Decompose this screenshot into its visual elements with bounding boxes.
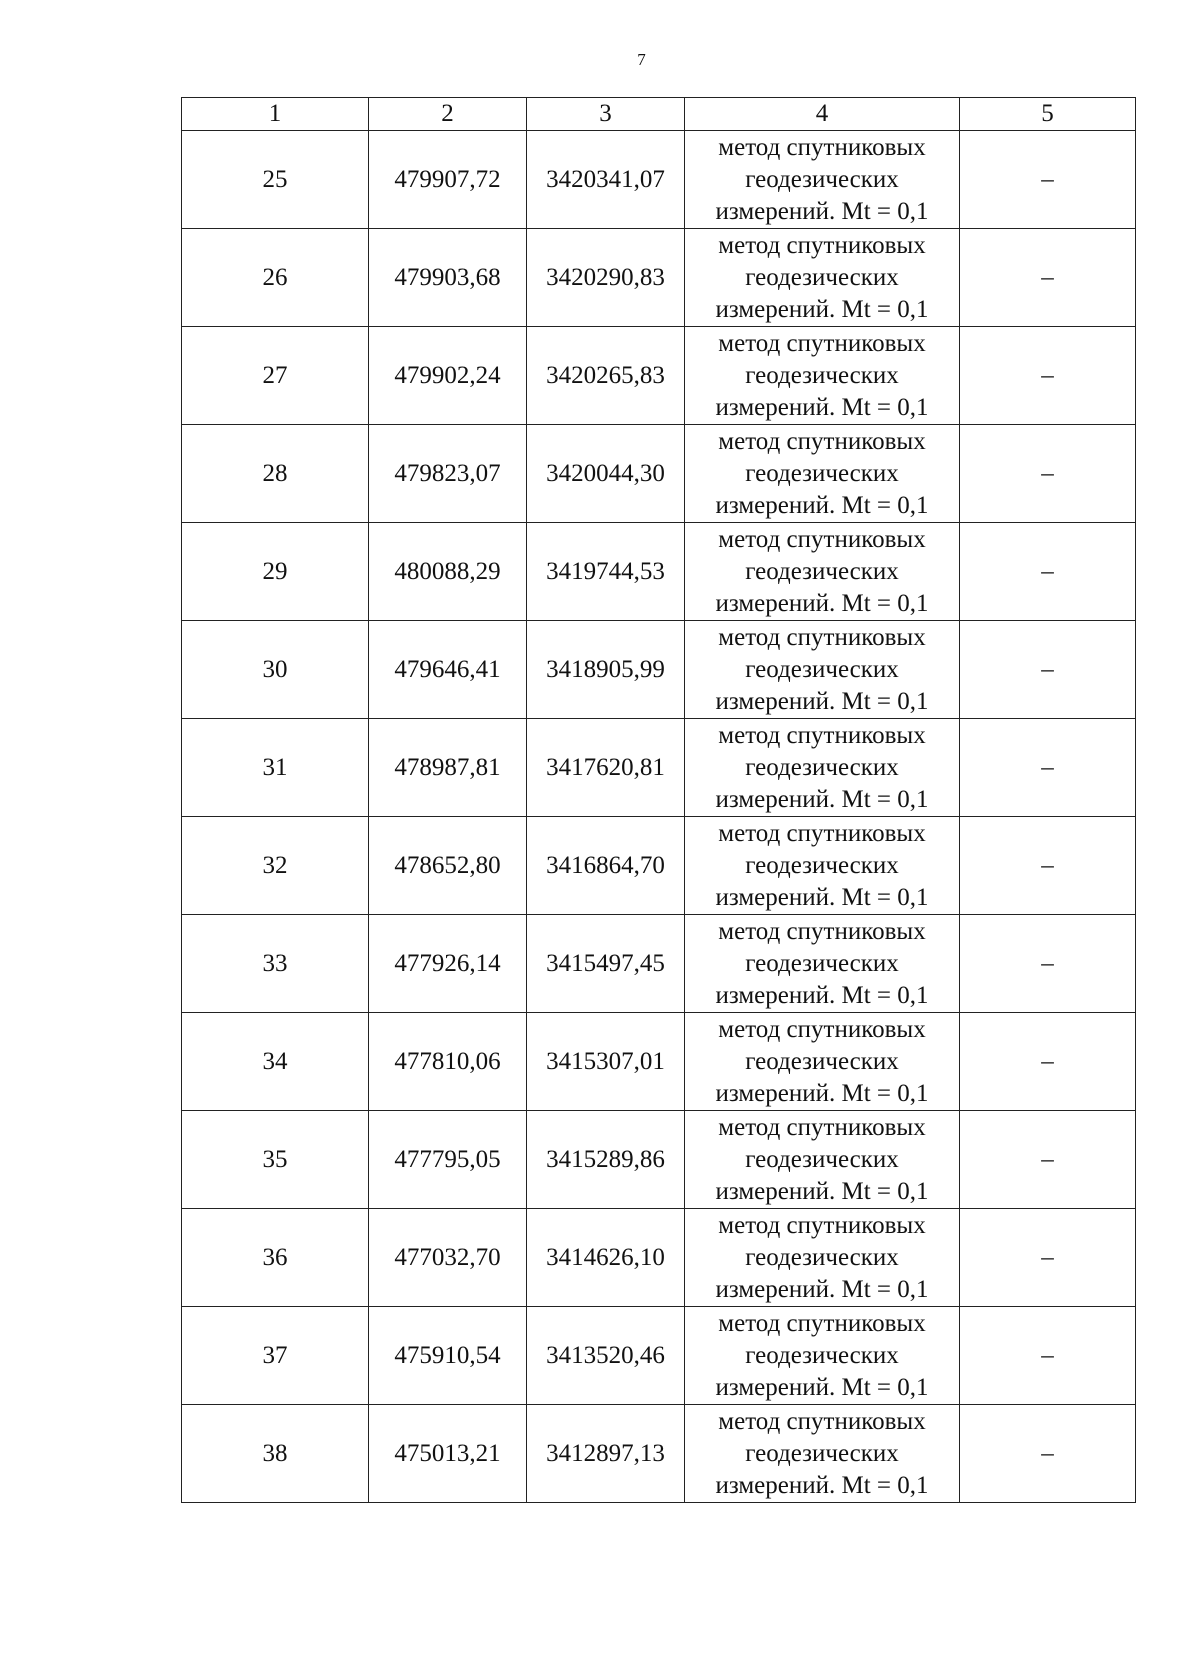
note-cell: – xyxy=(960,523,1136,621)
table-body xyxy=(182,98,1136,1503)
method-line: геодезических xyxy=(745,753,899,781)
method-line: метод спутниковых xyxy=(718,1113,926,1141)
x-coordinate-cell: 477795,05 xyxy=(369,1111,527,1209)
x-coordinate-cell: 479903,68 xyxy=(369,229,527,327)
table-row xyxy=(182,229,1136,327)
method-cell xyxy=(685,131,960,229)
method-cell xyxy=(685,817,960,915)
method-line: метод спутниковых xyxy=(718,525,926,553)
note-cell: – xyxy=(960,425,1136,523)
note-cell: – xyxy=(960,131,1136,229)
method-line: измерений. Mt = 0,1 xyxy=(715,295,929,323)
x-coordinate-cell: 479902,24 xyxy=(369,327,527,425)
method-cell xyxy=(685,327,960,425)
table-row xyxy=(182,1405,1136,1503)
method-cell xyxy=(685,1013,960,1111)
note-cell: – xyxy=(960,817,1136,915)
method-cell xyxy=(685,1209,960,1307)
method-line: измерений. Mt = 0,1 xyxy=(715,197,929,225)
method-line: геодезических xyxy=(745,263,899,291)
x-coordinate-cell: 475910,54 xyxy=(369,1307,527,1405)
method-line: метод спутниковых xyxy=(718,133,926,161)
method-line: геодезических xyxy=(745,949,899,977)
method-cell xyxy=(685,915,960,1013)
x-coordinate-cell: 477926,14 xyxy=(369,915,527,1013)
note-cell: – xyxy=(960,229,1136,327)
method-cell xyxy=(685,1111,960,1209)
method-line: метод спутниковых xyxy=(718,819,926,847)
point-number-cell: 27 xyxy=(182,327,369,425)
method-line: измерений. Mt = 0,1 xyxy=(715,981,929,1009)
point-number-cell: 29 xyxy=(182,523,369,621)
point-number-cell: 38 xyxy=(182,1405,369,1503)
method-cell xyxy=(685,425,960,523)
point-number-cell: 36 xyxy=(182,1209,369,1307)
method-line: метод спутниковых xyxy=(718,329,926,357)
method-line: метод спутниковых xyxy=(718,721,926,749)
table-row xyxy=(182,425,1136,523)
x-coordinate-cell: 477032,70 xyxy=(369,1209,527,1307)
method-line: измерений. Mt = 0,1 xyxy=(715,1471,929,1499)
method-line: измерений. Mt = 0,1 xyxy=(715,1275,929,1303)
column-header: 3 xyxy=(527,98,685,131)
point-number-cell: 31 xyxy=(182,719,369,817)
table-row xyxy=(182,1209,1136,1307)
page-number: 7 xyxy=(637,50,646,69)
note-cell: – xyxy=(960,1307,1136,1405)
y-coordinate-cell: 3412897,13 xyxy=(527,1405,685,1503)
method-line: измерений. Mt = 0,1 xyxy=(715,393,929,421)
x-coordinate-cell: 479907,72 xyxy=(369,131,527,229)
x-coordinate-cell: 479646,41 xyxy=(369,621,527,719)
y-coordinate-cell: 3413520,46 xyxy=(527,1307,685,1405)
coordinates-table xyxy=(181,97,1136,1503)
point-number-cell: 35 xyxy=(182,1111,369,1209)
x-coordinate-cell: 480088,29 xyxy=(369,523,527,621)
table-row xyxy=(182,1307,1136,1405)
point-number-cell: 26 xyxy=(182,229,369,327)
method-line: геодезических xyxy=(745,1243,899,1271)
method-line: измерений. Mt = 0,1 xyxy=(715,1177,929,1205)
y-coordinate-cell: 3415289,86 xyxy=(527,1111,685,1209)
x-coordinate-cell: 475013,21 xyxy=(369,1405,527,1503)
x-coordinate-cell: 477810,06 xyxy=(369,1013,527,1111)
point-number-cell: 25 xyxy=(182,131,369,229)
method-line: измерений. Mt = 0,1 xyxy=(715,785,929,813)
method-line: геодезических xyxy=(745,851,899,879)
x-coordinate-cell: 478652,80 xyxy=(369,817,527,915)
note-cell: – xyxy=(960,1111,1136,1209)
note-cell: – xyxy=(960,719,1136,817)
y-coordinate-cell: 3420044,30 xyxy=(527,425,685,523)
method-line: измерений. Mt = 0,1 xyxy=(715,1079,929,1107)
y-coordinate-cell: 3418905,99 xyxy=(527,621,685,719)
method-line: геодезических xyxy=(745,1341,899,1369)
table-row xyxy=(182,817,1136,915)
table-row xyxy=(182,523,1136,621)
method-line: геодезических xyxy=(745,165,899,193)
method-line: измерений. Mt = 0,1 xyxy=(715,589,929,617)
method-line: метод спутниковых xyxy=(718,917,926,945)
column-header: 1 xyxy=(182,98,369,131)
method-line: геодезических xyxy=(745,459,899,487)
x-coordinate-cell: 479823,07 xyxy=(369,425,527,523)
y-coordinate-cell: 3416864,70 xyxy=(527,817,685,915)
column-header: 5 xyxy=(960,98,1136,131)
table-row xyxy=(182,621,1136,719)
column-header: 2 xyxy=(369,98,527,131)
method-line: измерений. Mt = 0,1 xyxy=(715,491,929,519)
method-cell xyxy=(685,719,960,817)
table-row xyxy=(182,1013,1136,1111)
method-line: метод спутниковых xyxy=(718,1211,926,1239)
method-line: измерений. Mt = 0,1 xyxy=(715,1373,929,1401)
method-line: измерений. Mt = 0,1 xyxy=(715,687,929,715)
table-row xyxy=(182,327,1136,425)
method-line: геодезических xyxy=(745,1145,899,1173)
column-header: 4 xyxy=(685,98,960,131)
y-coordinate-cell: 3419744,53 xyxy=(527,523,685,621)
y-coordinate-cell: 3415307,01 xyxy=(527,1013,685,1111)
point-number-cell: 32 xyxy=(182,817,369,915)
method-line: метод спутниковых xyxy=(718,623,926,651)
note-cell: – xyxy=(960,1013,1136,1111)
note-cell: – xyxy=(960,1209,1136,1307)
method-line: метод спутниковых xyxy=(718,231,926,259)
point-number-cell: 33 xyxy=(182,915,369,1013)
method-line: геодезических xyxy=(745,655,899,683)
table-row xyxy=(182,1111,1136,1209)
y-coordinate-cell: 3417620,81 xyxy=(527,719,685,817)
note-cell: – xyxy=(960,1405,1136,1503)
table-header-row xyxy=(182,98,1136,131)
y-coordinate-cell: 3414626,10 xyxy=(527,1209,685,1307)
note-cell: – xyxy=(960,621,1136,719)
x-coordinate-cell: 478987,81 xyxy=(369,719,527,817)
y-coordinate-cell: 3415497,45 xyxy=(527,915,685,1013)
y-coordinate-cell: 3420290,83 xyxy=(527,229,685,327)
method-line: метод спутниковых xyxy=(718,1407,926,1435)
method-line: метод спутниковых xyxy=(718,1015,926,1043)
y-coordinate-cell: 3420341,07 xyxy=(527,131,685,229)
method-cell xyxy=(685,621,960,719)
point-number-cell: 30 xyxy=(182,621,369,719)
note-cell: – xyxy=(960,327,1136,425)
method-line: измерений. Mt = 0,1 xyxy=(715,883,929,911)
note-cell: – xyxy=(960,915,1136,1013)
method-line: метод спутниковых xyxy=(718,427,926,455)
point-number-cell: 34 xyxy=(182,1013,369,1111)
method-cell xyxy=(685,1307,960,1405)
point-number-cell: 37 xyxy=(182,1307,369,1405)
table-row xyxy=(182,915,1136,1013)
method-line: геодезических xyxy=(745,361,899,389)
table-row xyxy=(182,719,1136,817)
table-row xyxy=(182,131,1136,229)
point-number-cell: 28 xyxy=(182,425,369,523)
method-line: метод спутниковых xyxy=(718,1309,926,1337)
method-line: геодезических xyxy=(745,1439,899,1467)
method-line: геодезических xyxy=(745,557,899,585)
y-coordinate-cell: 3420265,83 xyxy=(527,327,685,425)
method-cell xyxy=(685,229,960,327)
method-cell xyxy=(685,523,960,621)
method-line: геодезических xyxy=(745,1047,899,1075)
method-cell xyxy=(685,1405,960,1503)
